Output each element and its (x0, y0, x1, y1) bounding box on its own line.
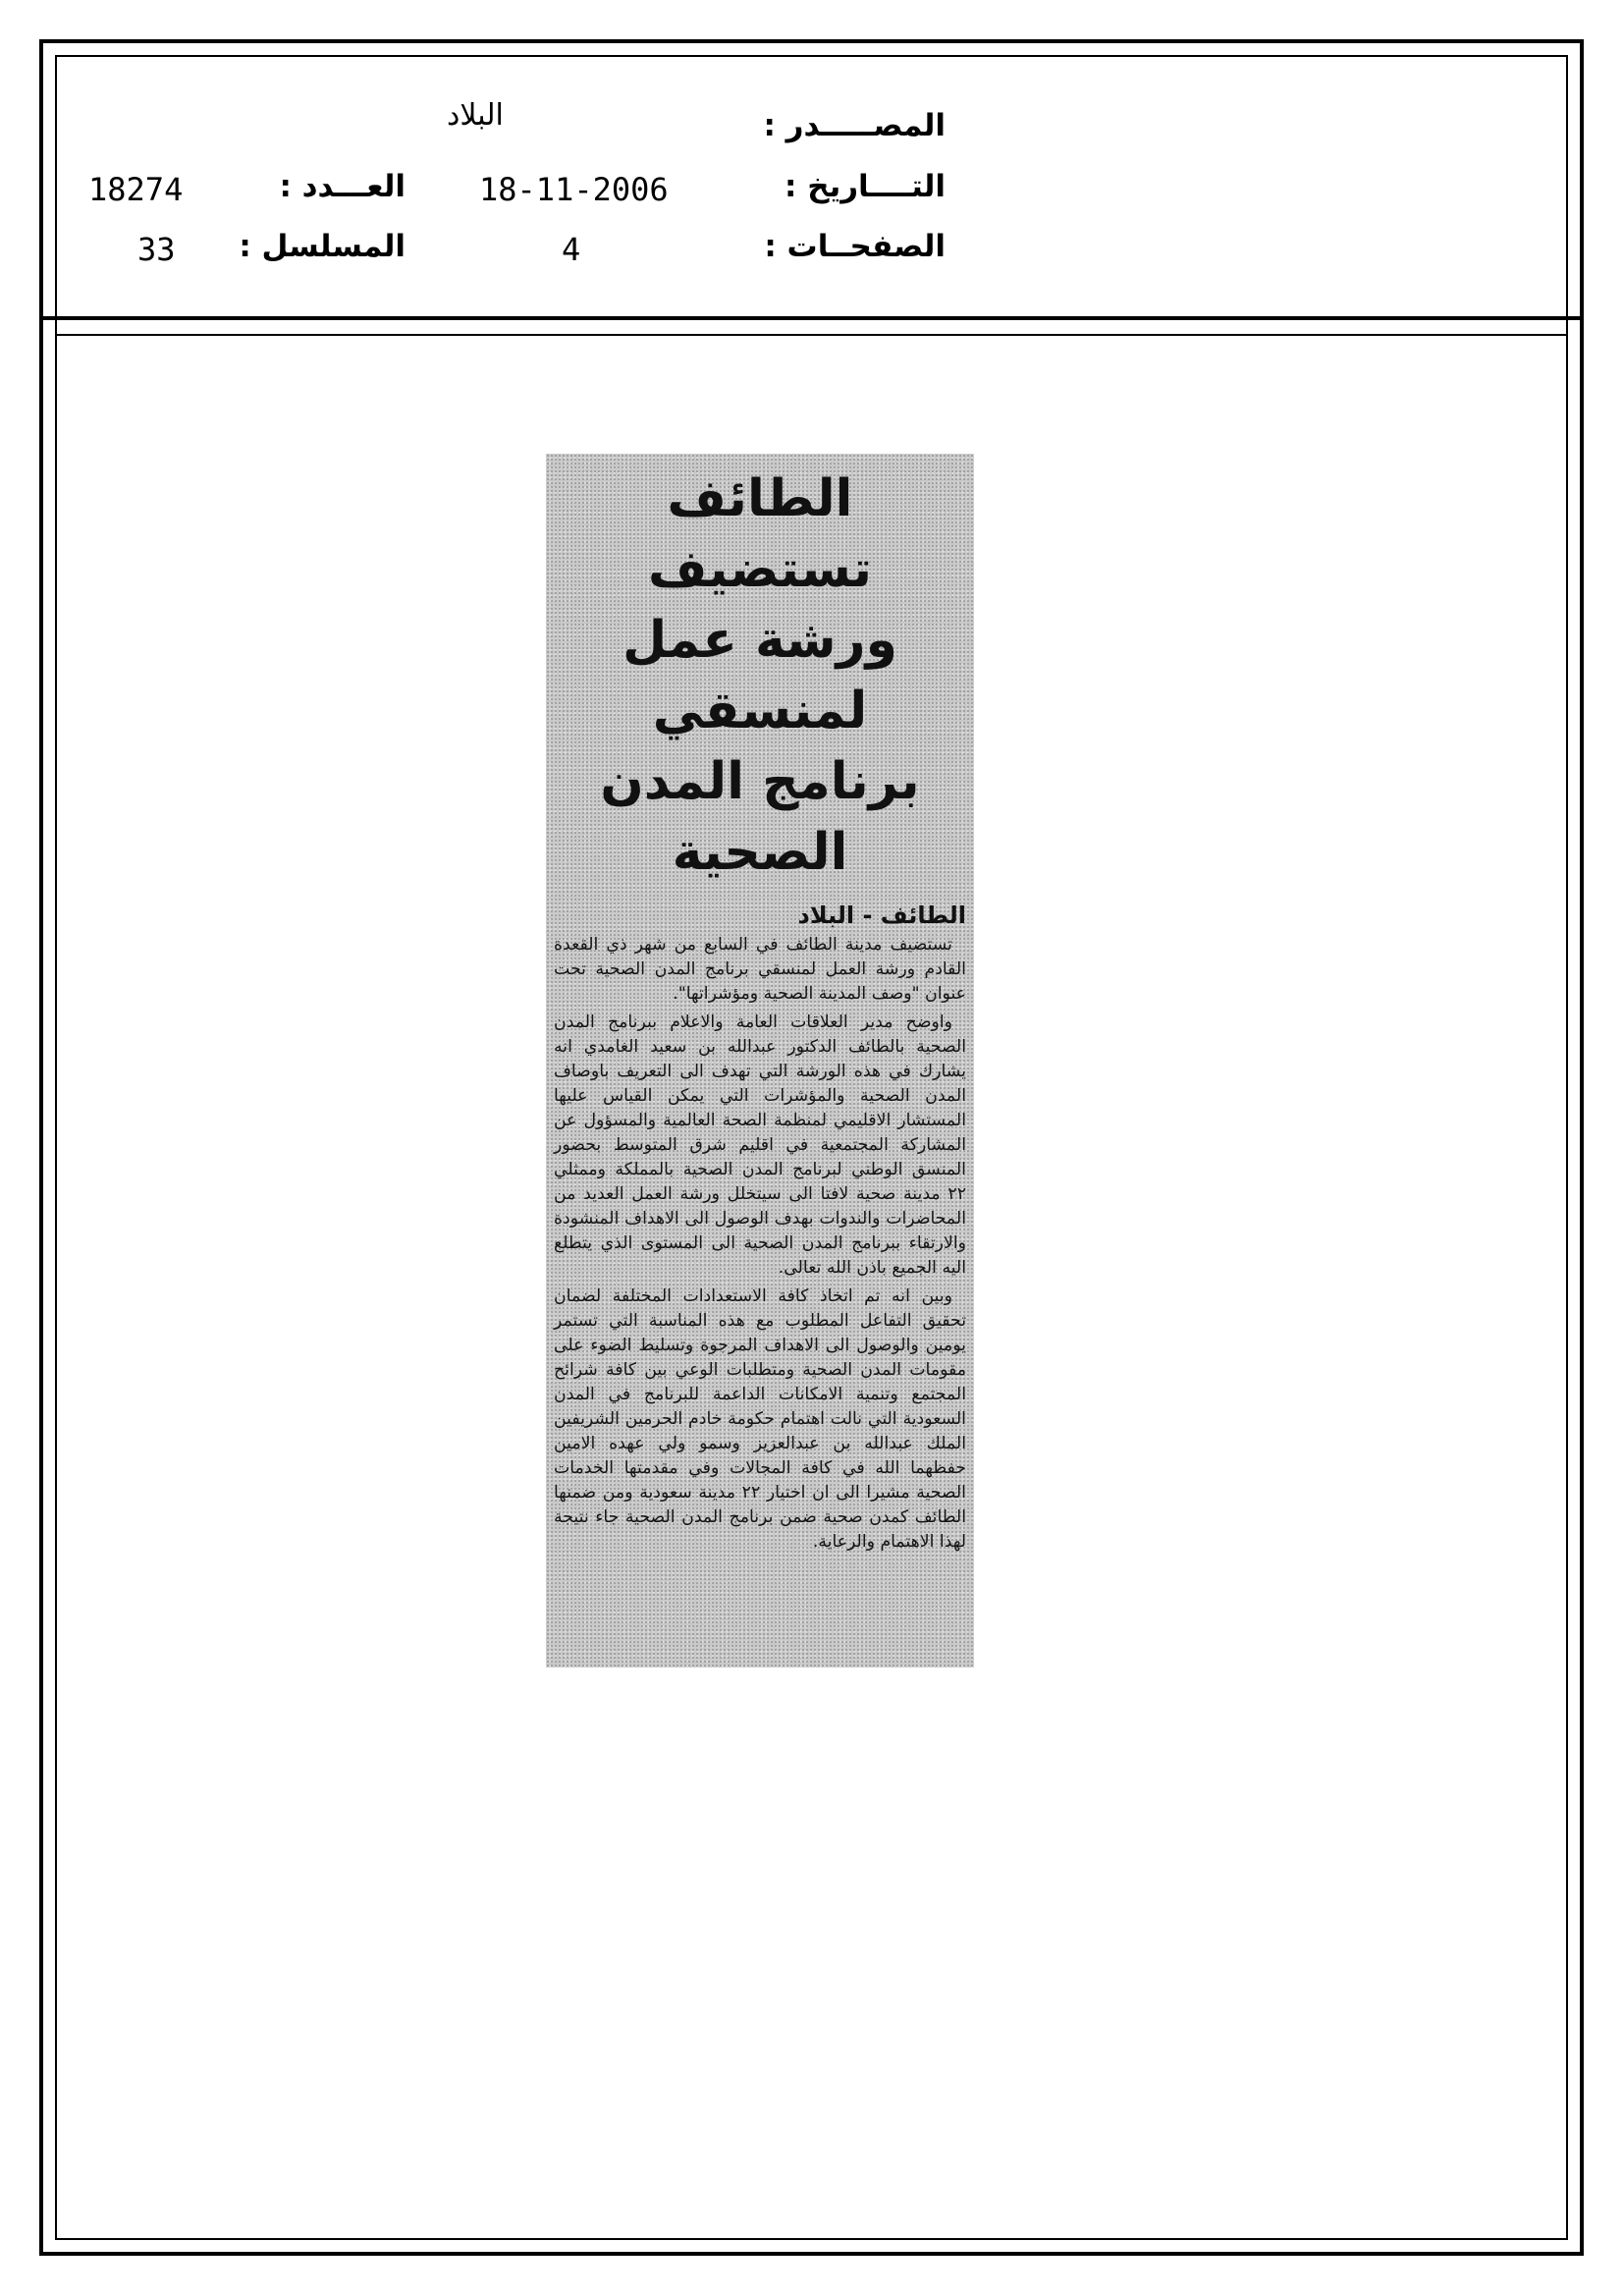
article-paragraph: وبين انه تم اتخاذ كافة الاستعدادات المختلفة لضمان تحقيق التفاعل المطلوب مع هذه المناسبة التي تستمر يومين والوصول الى الاهداف المرجوة وتسليط الضوء على مقومات المدن الصحية ومتطلبات الوعي بين كافة شرائح المجتمع وتنمية الامكانات الداعمة للبرنامج في المدن السعودية التي نالت اهتمام حكومة خادم الحرمين الشريفين الملك عبدالله بن عبدالعزيز وسمو ولي عهده الامين حفظهما الله في كافة المجالات وفي مقدمتها الخدمات الصحية مشيرا الى ان اختيار ٢٢ مدينة سعودية ومن ضمنها الطائف كمدن صحية ضمن برنامج المدن الصحية جاء نتيجة لهذا الاهتمام والرعاية. (554, 1286, 966, 1552)
serial-label: المسلسل : (239, 229, 406, 264)
article-paragraph: تستضيف مدينة الطائف في السابع من شهر ذي القعدة القادم ورشة العمل لمنسقي برنامج المدن الصحية تحت عنوان "وصف المدينة الصحية ومؤشراتها". (554, 935, 966, 1004)
headline-line: برنامج المدن الصحية (600, 752, 920, 882)
pages-value: 4 (562, 231, 581, 268)
headline-line: ورشة عمل لمنسقي (622, 611, 897, 740)
date-value: 18-11-2006 (479, 171, 669, 208)
article-byline: الطائف - البلاد (797, 902, 966, 929)
date-label: التــــاريخ : (784, 169, 946, 204)
article-paragraph: واوضح مدير العلاقات العامة والاعلام ببرنامج المدن الصحية بالطائف الدكتور عبدالله بن سعيد الغامدي انه يشارك في هذه الورشة التي تهدف الى التعريف باوصاف المدن الصحية والمؤشرات التي يمكن القياس عليها المستشار الاقليمي لمنظمة الصحة العالمية والمسؤول عن المشاركة المجتمعية في اقليم شرق المتوسط بحضور المنسق الوطني لبرنامج المدن الصحية بالمملكة وممثلي ٢٢ مدينة صحية لافتا الى سيتخلل ورشة العمل العديد من المحاضرات والندوات بهدف الوصول الى الاهداف المنشودة والارتقاء ببرنامج المدن الصحية الى المستوى الذي يتطلع اليه الجميع باذن الله تعالى. (554, 1012, 966, 1278)
issue-value: 18274 (88, 171, 184, 208)
serial-value: 33 (137, 231, 176, 268)
headline-line: الطائف تستضيف (647, 469, 873, 599)
header-divider (39, 316, 1584, 320)
source-value: البلاد (447, 98, 504, 133)
source-label: المصـــــدر : (763, 108, 946, 143)
issue-label: العـــدد : (279, 169, 406, 204)
header-divider-inner (55, 334, 1568, 336)
newspaper-clipping (546, 454, 974, 1667)
pages-label: الصفحــات : (764, 229, 946, 264)
article-headline (554, 464, 966, 888)
